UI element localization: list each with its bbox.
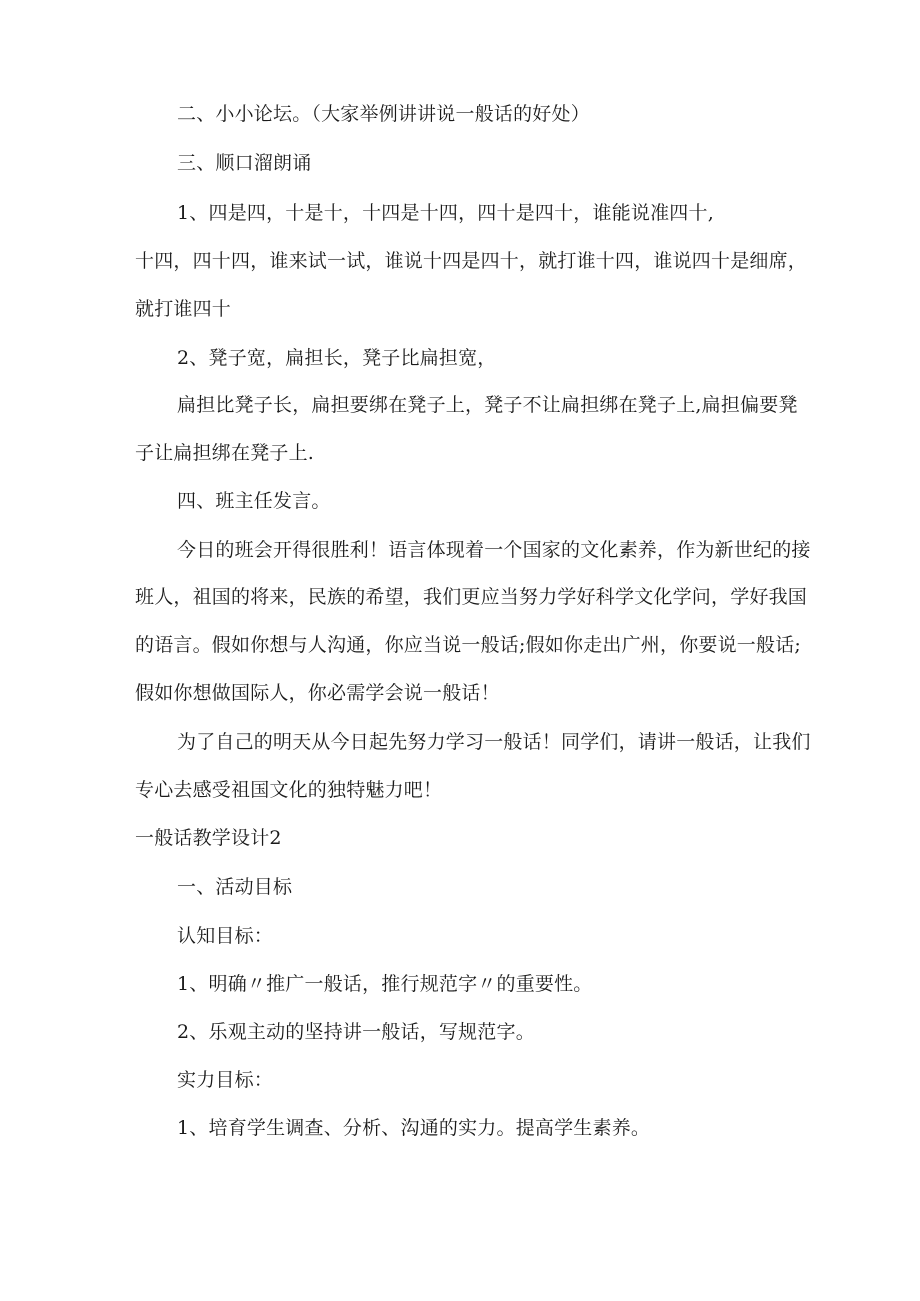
cognitive-goals-label: 认知目标：: [177, 925, 274, 947]
speech-para-1-line-3: 的语言。假如你想与人沟通，你应当说一般话;假如你走出广州，你要说一般话;: [135, 634, 802, 656]
tongue-twister-1-line-1: 1、四是四，十是十，十四是十四，四十是四十，谁能说准四十,: [177, 202, 714, 224]
tongue-twister-1-line-3: 就打谁四十: [135, 298, 232, 320]
speech-para-1-line-4: 假如你想做国际人，你必需学会说一般话！: [135, 682, 500, 704]
activity-goals-heading: 一、活动目标: [177, 876, 293, 898]
speech-para-1-line-2: 班人，祖国的将来，民族的希望，我们更应当努力学好科学文化学问，学好我国: [135, 586, 808, 608]
speech-para-1-line-1: 今日的班会开得很胜利！语言体现着一个国家的文化素养，作为新世纪的接: [177, 539, 811, 561]
tongue-twister-2-line-3: 子让扁担绑在凳子上.: [135, 442, 315, 464]
cognitive-goal-1: 1、明确〃推广一般话，推行规范字〃的重要性。: [177, 973, 593, 995]
section-title: 一般话教学设计2: [135, 827, 282, 849]
recitation-heading: 三、顺口溜朗诵: [177, 152, 312, 174]
ability-goal-1: 1、培育学生调查、分析、沟通的实力。提高学生素养。: [177, 1117, 651, 1139]
tongue-twister-2-line-2: 扁担比凳子长，扁担要绑在凳子上，凳子不让扁担绑在凳子上,扁担偏要凳: [177, 394, 798, 416]
tongue-twister-2-line-1: 2、凳子宽，扁担长，凳子比扁担宽，: [177, 347, 497, 369]
cognitive-goal-2: 2、乐观主动的坚持讲一般话，写规范字。: [177, 1021, 535, 1043]
speech-para-2-line-1: 为了自己的明天从今日起先努力学习一般话！同学们，请讲一般话，让我们: [177, 731, 811, 753]
tongue-twister-1-line-2: 十四，四十四，谁来试一试，谁说十四是四十，就打谁十四，谁说四十是细席，: [135, 250, 808, 272]
speech-para-2-line-2: 专心去感受祖国文化的独特魅力吧！: [135, 779, 443, 801]
teacher-speech-heading: 四、班主任发言。: [177, 490, 331, 512]
forum-heading: 二、小小论坛。（大家举例讲讲说一般话的好处）: [177, 103, 590, 125]
ability-goals-label: 实力目标：: [177, 1069, 274, 1091]
